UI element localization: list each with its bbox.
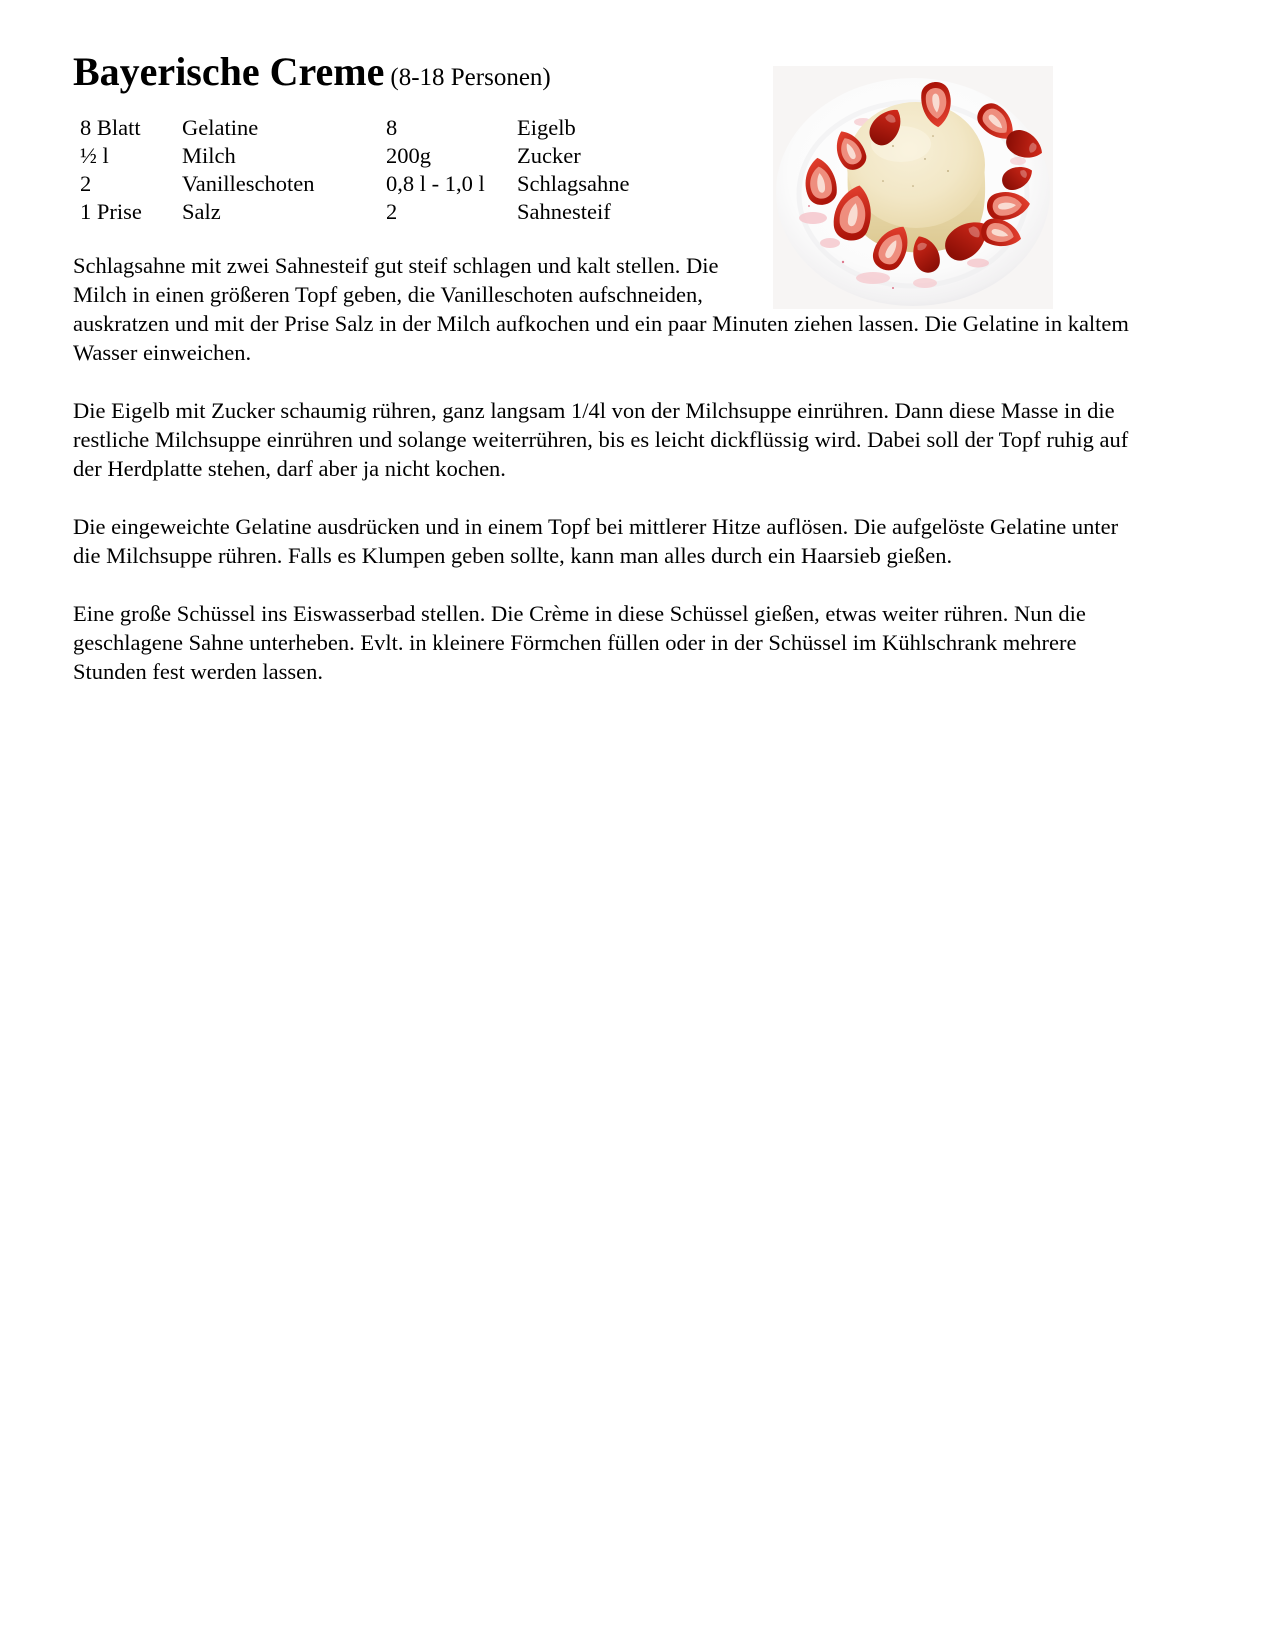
ingredient-name: Vanilleschoten	[182, 171, 315, 196]
instruction-step-3: Die eingeweichte Gelatine ausdrücken und in einem Topf bei mittlerer Hitze auflösen. Die aufgelöste Gelatine unter die Milchsuppe rühren. Falls es Klumpen geben sollte, kann man alles durch ein Haarsieb gießen.	[73, 514, 1119, 568]
ingredient-name: Gelatine	[182, 115, 259, 140]
ingredient-qty: 8 Blatt	[80, 115, 141, 140]
ingredient-name: Salz	[182, 199, 221, 224]
ingredient-qty: 8	[386, 115, 398, 140]
ingredient-qty: 200g	[386, 143, 431, 168]
ingredient-name: Schlagsahne	[517, 171, 630, 196]
ingredient-qty: 2	[80, 171, 92, 196]
servings-note: (8-18 Personen)	[390, 64, 551, 91]
dessert-photo	[773, 66, 1053, 309]
ingredient-name: Eigelb	[517, 115, 576, 140]
ingredient-qty: ½ l	[80, 143, 109, 168]
instruction-step-1-text: Schlagsahne mit zwei Sahnesteif gut steif schlagen und kalt stellen. Die Milch in einen größeren Topf geben, die Vanilleschoten aufschneiden, auskratzen und mit der Prise Salz in der Milch aufkochen und ein paar Minuten ziehen lassen. Die Gelatine in kaltem Wasser einweichen.	[73, 253, 1129, 365]
ingredient-qty: 2	[386, 199, 398, 224]
ingredient-name: Milch	[182, 143, 236, 168]
instruction-step-4: Eine große Schüssel ins Eiswasserbad stellen. Die Crème in diese Schüssel gießen, etwas weiter rühren. Nun die geschlagene Sahne unterheben. Evlt. in kleinere Förmchen füllen oder in der Schüssel im Kühlschrank mehrere Stunden fest werden lassen.	[73, 601, 1086, 684]
ingredient-qty: 1 Prise	[80, 199, 142, 224]
recipe-title: Bayerische Creme	[73, 49, 385, 94]
instruction-step-2: Die Eigelb mit Zucker schaumig rühren, ganz langsam 1/4l von der Milchsuppe einrühren. Dann diese Masse in die restliche Milchsuppe einrühren und solange weiterrühren, bis es leicht dickflüssig wird. Dabei soll der Topf ruhig auf der Herdplatte stehen, darf aber ja nicht kochen.	[73, 398, 1129, 481]
ingredient-name: Sahnesteif	[517, 199, 611, 224]
recipe-content	[0, 0, 1275, 686]
ingredient-name: Zucker	[517, 143, 581, 168]
ingredient-qty: 0,8 l - 1,0 l	[386, 171, 485, 196]
